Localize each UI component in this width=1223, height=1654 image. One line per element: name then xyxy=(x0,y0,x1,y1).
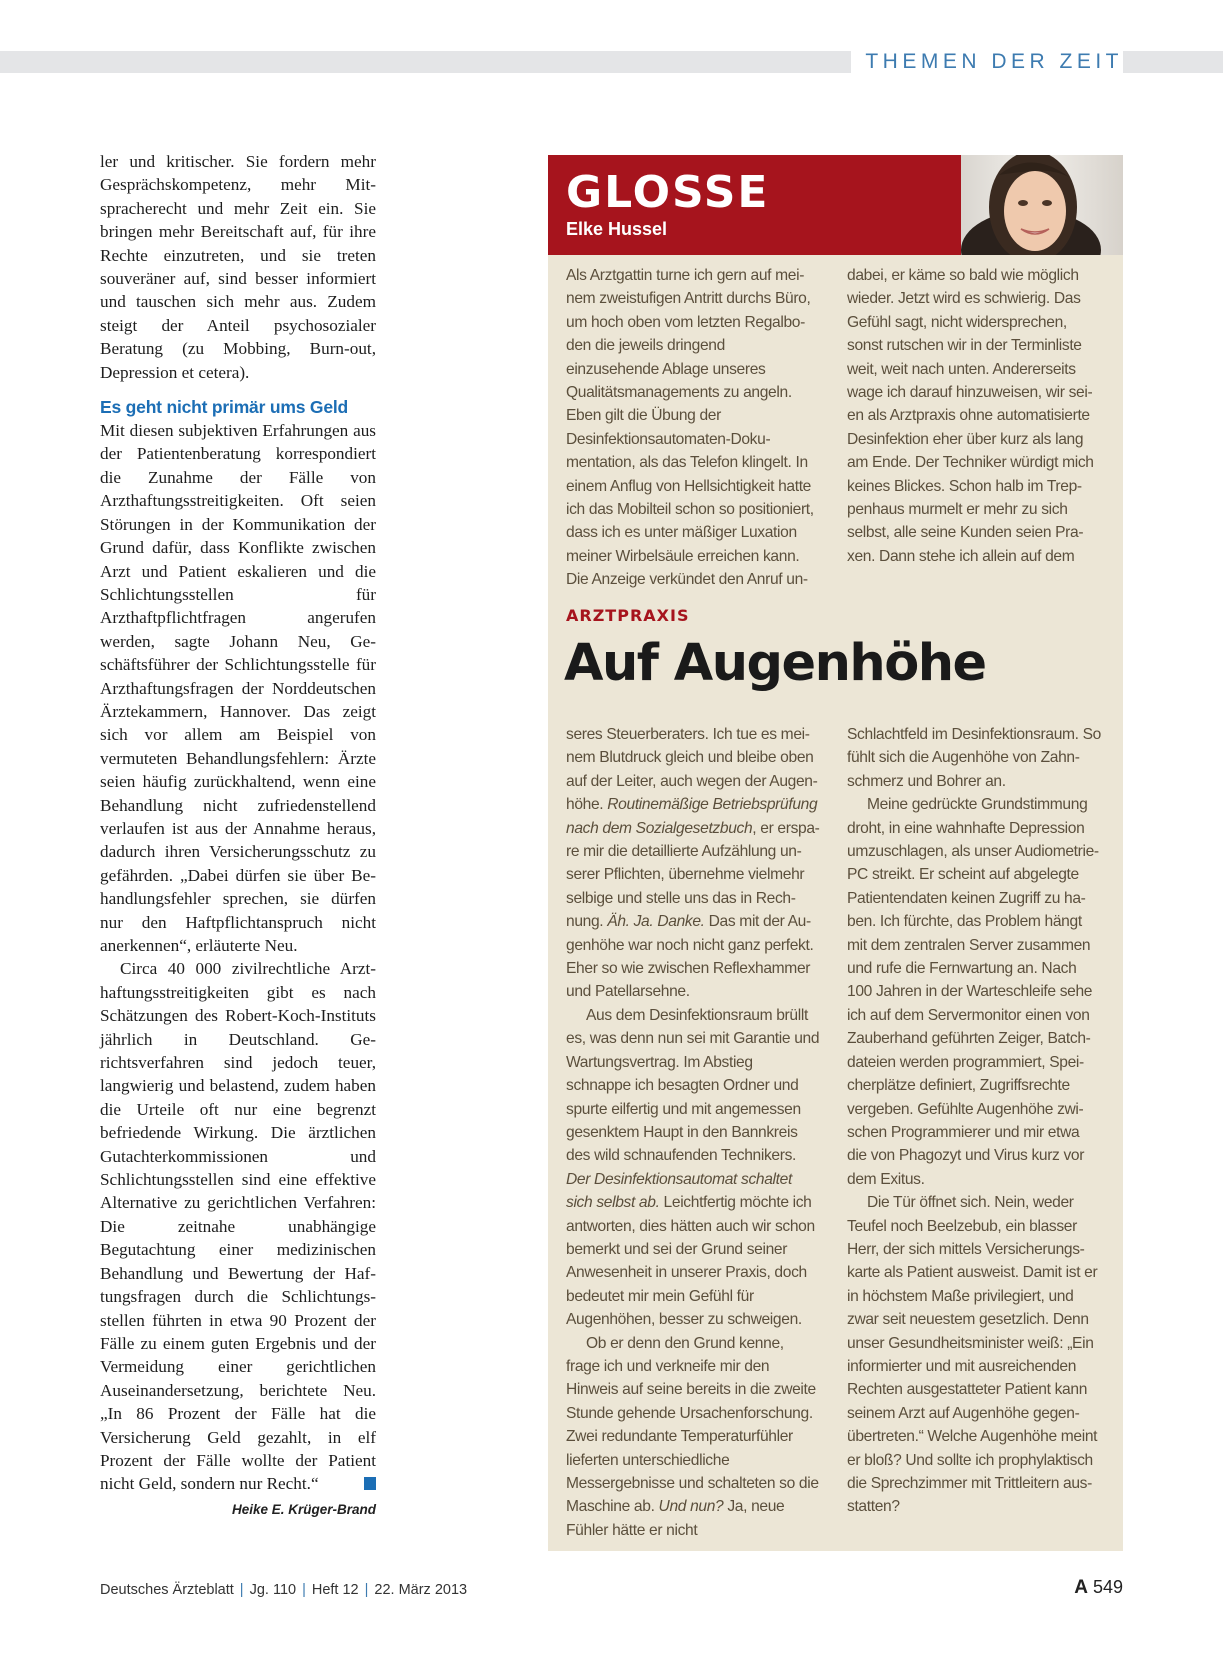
footer: Deutsches Ärzteblatt | Jg. 110 | Heft 12 | 22. März 2013 xyxy=(100,1582,468,1598)
glosse-top-column-1 xyxy=(566,264,821,592)
glosse-paragraph: Die Tür öffnet sich. Nein, weder Teufel noch Beelzebub, ein blasser Herr, der sich mittels Versicherungskarte als Patient ausweist. Damit ist er in höchstem Maße privilegiert, und zwar seit neuestem gesetzlich. Denn unser Gesundheitsminister weiß: „Ein informierter und mit ausreichenden Rechten ausgestatteter Patient kann seinem Arzt auf Augenhöhe gegenübertreten.“ Welche Augenhöhe meint er bloß? Und sollte ich prophylaktisch die Sprechzimmer mit Trittleitern ausstatten? xyxy=(847,1194,1098,1516)
glosse-paragraph: Als Arztgattin turne ich gern auf meinem zweistufigen Antritt durchs Büro, um hoch oben vom letzten Regalboden die jeweils dringend einzusehende Ablage unseres Qualitätsmanagements zu angeln. Eben gilt die Übung der Desinfektionsautomaten-Dokumentation, als das Telefon klingelt. In einem Anflug von Hellsichtigkeit hatte ich das Mobilteil schon so positioniert, dass ich es unter mäßiger Luxation meiner Wirbelsäule erreichen kann. Die Anzeige verkündet den Anruf un- xyxy=(566,267,814,589)
page-number xyxy=(1074,1577,1123,1599)
paragraph-1: Mit diesen subjektiven Erfahrungen aus der Patientenberatung korrespondiert die Zunahme der Fälle von Arzthaftungsstreitigkeiten. Oft seien Störungen in der Kommunikation der Grund dafür, dass Konflikte zwischen Arzt und Patient eskalieren und die Schlichtungsstellen für Arzthaftpflichtfragen angerufen werden, sagte Johann Neu, Geschäftsführer der Schlichtungsstelle für Arzthaftungsfragen der Norddeutschen Ärztekammern, Hannover. Das zeigt sich vor allem am Beispiel von vermuteten Behandlungsfehlern: Ärzte seien häufig zurückhaltend, wenn eine Behandlung nicht zufriedenstellend verlaufen ist aus der Annahme heraus, dadurch ihren Versicherungsschutz zu gefährden. „Dabei dürfen sie über Behandlungsfehler sprechen, sie dürfen nur den Haftpflichtanspruch nicht anerkennen“, erläuterte Neu. xyxy=(100,421,376,955)
glosse-bottom-column-2 xyxy=(847,723,1102,1519)
portrait-image-icon xyxy=(961,155,1123,255)
glosse-paragraph: dabei, er käme so bald wie möglich wieder. Jetzt wird es schwierig. Das Gefühl sagt, nicht widersprechen, sonst rutschen wir in der Terminliste weit, weit nach unten. Andererseits wage ich darauf hinzuweisen, wir seien als Arztpraxis ohne automatisierte Desinfektion eher über kurz als lang am Ende. Der Techniker würdigt mich keines Blickes. Schon halb im Treppenhaus murmelt er mehr zu sich selbst, alle seine Kunden seien Praxen. Dann stehe ich allein auf dem xyxy=(847,267,1094,565)
subheading: Es geht nicht primär ums Geld xyxy=(100,397,349,418)
glosse-paragraph: seres Steuerberaters. Ich tue es meinem Blutdruck gleich und bleibe oben auf der Leiter, auch wegen der Augenhöhe. Routinemäßige Betriebsprüfung nach dem Sozialgesetzbuch, er erspare mir die detaillierte Aufzählung unserer Pflichten, übernehme vielmehr selbige und stelle uns das in Rechnung. Äh. Ja. Danke. Das mit der Augenhöhe war noch nicht ganz perfekt. Eher so wie zwischen Reflexhammer und Patellarsehne. xyxy=(566,726,820,1001)
article-author: Heike E. Krüger-Brand xyxy=(231,1501,376,1517)
page-prefix: A xyxy=(1074,1577,1088,1598)
page-number-value: 549 xyxy=(1092,1577,1123,1597)
journal-name: Deutsches Ärzteblatt xyxy=(100,1582,234,1598)
glosse-label: GLOSSE xyxy=(566,167,770,218)
glosse-header xyxy=(548,155,961,255)
glosse-author: Elke Hussel xyxy=(566,219,668,239)
glosse-paragraph: Ob er denn den Grund kenne, frage ich und verkneife mir den Hinweis auf seine bereits in die zweite Stunde gehende Ursachenforschung. Zwei redundante Temperaturfühler lieferten unterschiedliche Messergebnisse und schalteten so die Maschine ab. Und nun? Ja, neue Fühler hätte er nicht xyxy=(566,1334,819,1539)
glosse-paragraph: Meine gedrückte Grundstimmung droht, in eine wahnhafte Depression umzuschlagen, als unser Audiometrie-PC streikt. Er scheint auf abgelegte Patientendaten keinen Zugriff zu haben. Ich fürchte, das Problem hängt mit dem zentralen Server zusammen und rufe die Fernwartung an. Nach 100 Jahren in der Warteschleife sehe ich auf dem Servermonitor einen von Zauberhand geführten Zeiger, Batchdateien werden programmiert, Speicherplätze definiert, Zugriffsrechte vergeben. Gefühlte Augenhöhe zwischen Programmierer und mir etwa die von Phagozyt und Virus kurz vor dem Exitus. xyxy=(847,796,1099,1188)
left-column xyxy=(100,150,376,1521)
issue-date: 22. März 2013 xyxy=(374,1582,468,1598)
end-mark-icon xyxy=(364,1477,376,1490)
kicker: ARZTPRAXIS xyxy=(566,606,690,625)
glosse-top-column-2 xyxy=(847,264,1102,568)
issue: Heft 12 xyxy=(311,1582,359,1598)
glosse-box xyxy=(548,155,1123,1551)
glosse-bottom-column-1 xyxy=(566,723,821,1542)
paragraph-2: Circa 40 000 zivilrechtliche Arzthaftungsstreitigkeiten gibt es nach Schätzungen des Robert-Koch-Instituts jährlich in Deutschland. Gerichtsverfahren sind jedoch teuer, langwierig und belastend, zudem haben die Urteile oft nur eine begrenzt befriedende Wirkung. Die ärztlichen Gutachterkommissionen und Schlichtungsstellen sind eine effektive Alternative zu gerichtlichen Verfahren: Die zeitnahe unabhängige Begutachtung einer medizinischen Behandlung und Bewertung der Haftungsfragen durch die Schlichtungsstellen führten in etwa 90 Prozent der Fälle zu einem guten Ergebnis und der Vermeidung einer gerichtlichen Auseinandersetzung, berichtete Neu. „In 86 Prozent der Fälle hat die Versicherung Geld gezahlt, in elf Prozent der Fälle wollte der Patient nicht Geld, sondern nur Recht.“ xyxy=(100,959,376,1494)
headline: Auf Augenhöhe xyxy=(564,634,986,693)
author-photo xyxy=(961,155,1123,255)
section-title: THEMEN DER ZEIT xyxy=(851,49,1123,75)
glosse-paragraph: Aus dem Desinfektionsraum brüllt es, was denn nun sei mit Garantie und Wartungsvertrag. Im Abstieg schnappe ich besagten Ordner und spurte eilfertig und mit angemessen gesenktem Haupt in den Bannkreis des wild schnaufenden Technikers. Der Desinfektionsautomat schaltet sich selbst ab. Leichtfertig möchte ich antworten, dies hätten auch wir schon bemerkt und sei der Grund seiner Anwesenheit in unserer Praxis, doch bedeutet mir mein Gefühl für Augenhöhen, besser zu schweigen. xyxy=(566,1006,820,1329)
intro-paragraph: ler und kritischer. Sie fordern mehr Gesprächskompetenz, mehr Mitspracherecht und mehr Zeit ein. Sie bringen mehr Bereitschaft auf, für ihre Rechte einzutreten, und sie treten souveräner auf, sind besser informiert und tauschen sich mehr aus. Zudem steigt der Anteil psychosozialer Beratung (zu Mobbing, Burn-out, Depression et cetera). xyxy=(100,152,376,382)
volume: Jg. 110 xyxy=(249,1582,297,1598)
glosse-paragraph: Schlachtfeld im Desinfektionsraum. So fühlt sich die Augenhöhe von Zahnschmerz und Bohrer an. xyxy=(847,726,1101,790)
